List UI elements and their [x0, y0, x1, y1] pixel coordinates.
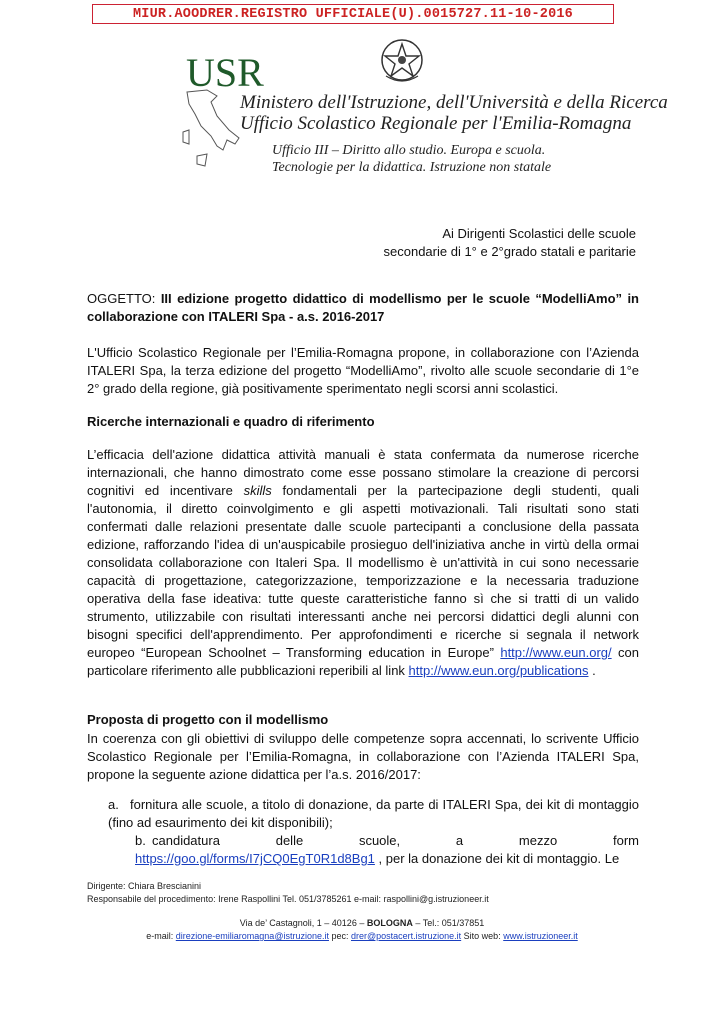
eun-link[interactable]: http://www.eun.org/	[500, 645, 612, 660]
list-item-b-rest: , per la donazione dei kit di montaggio. Le	[374, 851, 620, 866]
protocol-stamp: MIUR.AOODRER.REGISTRO UFFICIALE(U).0015727.11-10-2016	[92, 4, 614, 24]
office-line-1: Ufficio III – Diritto allo studio. Europa e scuola.	[272, 143, 546, 158]
list-item-b-second-line	[135, 850, 639, 868]
footer-address-line: Via de’ Castagnoli, 1 – 40126 – BOLOGNA – Tel.: 051/37851	[239, 918, 485, 928]
list-item-b-word-5: mezzo	[518, 833, 558, 848]
research-paragraph	[87, 446, 639, 680]
list-marker-a: a.	[108, 797, 119, 812]
research-text-3: con particolare riferimento alle pubblicazioni reperibili al link	[87, 645, 639, 678]
research-text-1: L’efficacia dell'azione didattica attività manuali è stata confermata da numerose ricerche internazionali, che hanno dimostrato come esse possano stimolare la creazione di percorsi cognitivi ed incentivare	[87, 447, 639, 498]
proposal-paragraph: In coerenza con gli obiettivi di sviluppo delle competenze sopra accennati, lo scrivente Ufficio Scolastico Regionale per l’Emilia-Romagna, in collaborazione con l’Azienda ITALERI Spa, propone la seguente azione didattica per l’a.s. 2016/2017:	[87, 731, 639, 782]
office-heading	[272, 142, 551, 176]
list-item-b-word-3: scuole,	[358, 833, 401, 848]
list-item-b	[135, 832, 639, 868]
research-text-2: fondamentali per la partecipazione degli studenti, quali l'autonomia, il diretto coinvolgimento e gli aspetti motivazionali. Tali risultati sono stati confermati dalle relazioni presentate dalle scuole partecipanti a conclusione della passata edizione, rafforzando l'idea di un'auspicabile prosieguo dell'iniziativa anche in virtù della ormai consolidata collaborazione con Italeri Spa. Il modellismo è un'attività in cui sono necessarie capacità di progettazione, categorizzazione, temporizzazione e la necessaria traduzione operativa della fase ideativa: tutte queste caratteristiche fanno sì che si tratti di un valido strumento, utilizzabile con risultati interessanti anche nei percorsi didattici degli alunni con bisogni specifici dell'apprendimento. Per approfondimenti e ricerche si segnala il network europeo “European Schoolnet – Transforming education in Europe”	[87, 483, 639, 660]
footer-city: BOLOGNA	[366, 918, 413, 928]
list-item-b-first-line	[135, 832, 639, 850]
list-item-a	[108, 796, 639, 832]
italy-map-icon	[177, 86, 247, 186]
footer-pec-link[interactable]: drer@postacert.istruzione.it	[350, 931, 462, 941]
ministry-heading	[240, 92, 668, 134]
subject-label: OGGETTO:	[87, 291, 161, 306]
recipient-block	[384, 225, 637, 261]
ministry-name: Ministero dell'Istruzione, dell'Università e della Ricerca	[240, 92, 668, 113]
section-heading-proposal: Proposta di progetto con il modellismo	[87, 712, 329, 727]
subject-text: III edizione progetto didattico di modellismo per le scuole “ModelliAmo” in collaborazione con ITALERI Spa - a.s. 2016-2017	[87, 291, 639, 324]
research-text-4: .	[588, 663, 596, 678]
republic-emblem-icon	[378, 36, 426, 86]
list-item-a-text: fornitura alle scuole, a titolo di donazione, da parte di ITALERI Spa, dei kit di montaggio (fino ad esaurimento dei kit disponibili);	[108, 797, 639, 830]
usr-logo-text: USR	[186, 50, 264, 95]
subject-paragraph	[87, 290, 639, 326]
list-item-b-word-2: delle	[275, 833, 304, 848]
eun-publications-link[interactable]: http://www.eun.org/publications	[408, 663, 589, 678]
footer-contacts	[87, 880, 489, 905]
research-italic-skills: skills	[243, 483, 272, 498]
recipient-line-2: secondarie di 1° e 2°grado statali e paritarie	[383, 244, 636, 259]
footer-responsabile: Responsabile del procedimento: Irene Raspollini Tel. 051/3785261 e-mail: raspollini@g.istruzioneer.it	[87, 893, 489, 904]
intro-paragraph: L'Ufficio Scolastico Regionale per l’Emilia-Romagna propone, in collaborazione con l’Azienda ITALERI Spa, la terza edizione del progetto “ModelliAmo”, rivolto alle scuole secondarie di 1°e 2° grado della regione, già positivamente sperimentato negli scorsi anni scolastici.	[87, 345, 639, 396]
regional-office-name: Ufficio Scolastico Regionale per l'Emilia-Romagna	[240, 113, 632, 134]
section-heading-research: Ricerche internazionali e quadro di riferimento	[87, 414, 375, 429]
footer-links-line: e-mail: direzione-emiliaromagna@istruzione.it pec: drer@postacert.istruzione.it Sito web: www.istruzioneer.it	[146, 931, 578, 941]
footer-dirigente: Dirigente: Chiara Brescianini	[87, 881, 202, 891]
office-line-2: Tecnologie per la didattica. Istruzione non statale	[272, 160, 552, 175]
footer-web-link[interactable]: www.istruzioneer.it	[503, 931, 578, 941]
list-marker-b: b.	[135, 833, 146, 848]
list-item-b-word-6: form	[612, 833, 639, 848]
list-item-b-word-4: a	[455, 833, 464, 848]
recipient-line-1: Ai Dirigenti Scolastici delle scuole	[442, 226, 636, 241]
footer-email-link[interactable]: direzione-emiliaromagna@istruzione.it	[175, 931, 329, 941]
footer-address	[0, 917, 724, 943]
google-form-link[interactable]: https://goo.gl/forms/I7jCQ0EgT0R1d8Bg1	[135, 851, 375, 866]
list-item-b-word-1: b. candidatura	[135, 833, 220, 848]
